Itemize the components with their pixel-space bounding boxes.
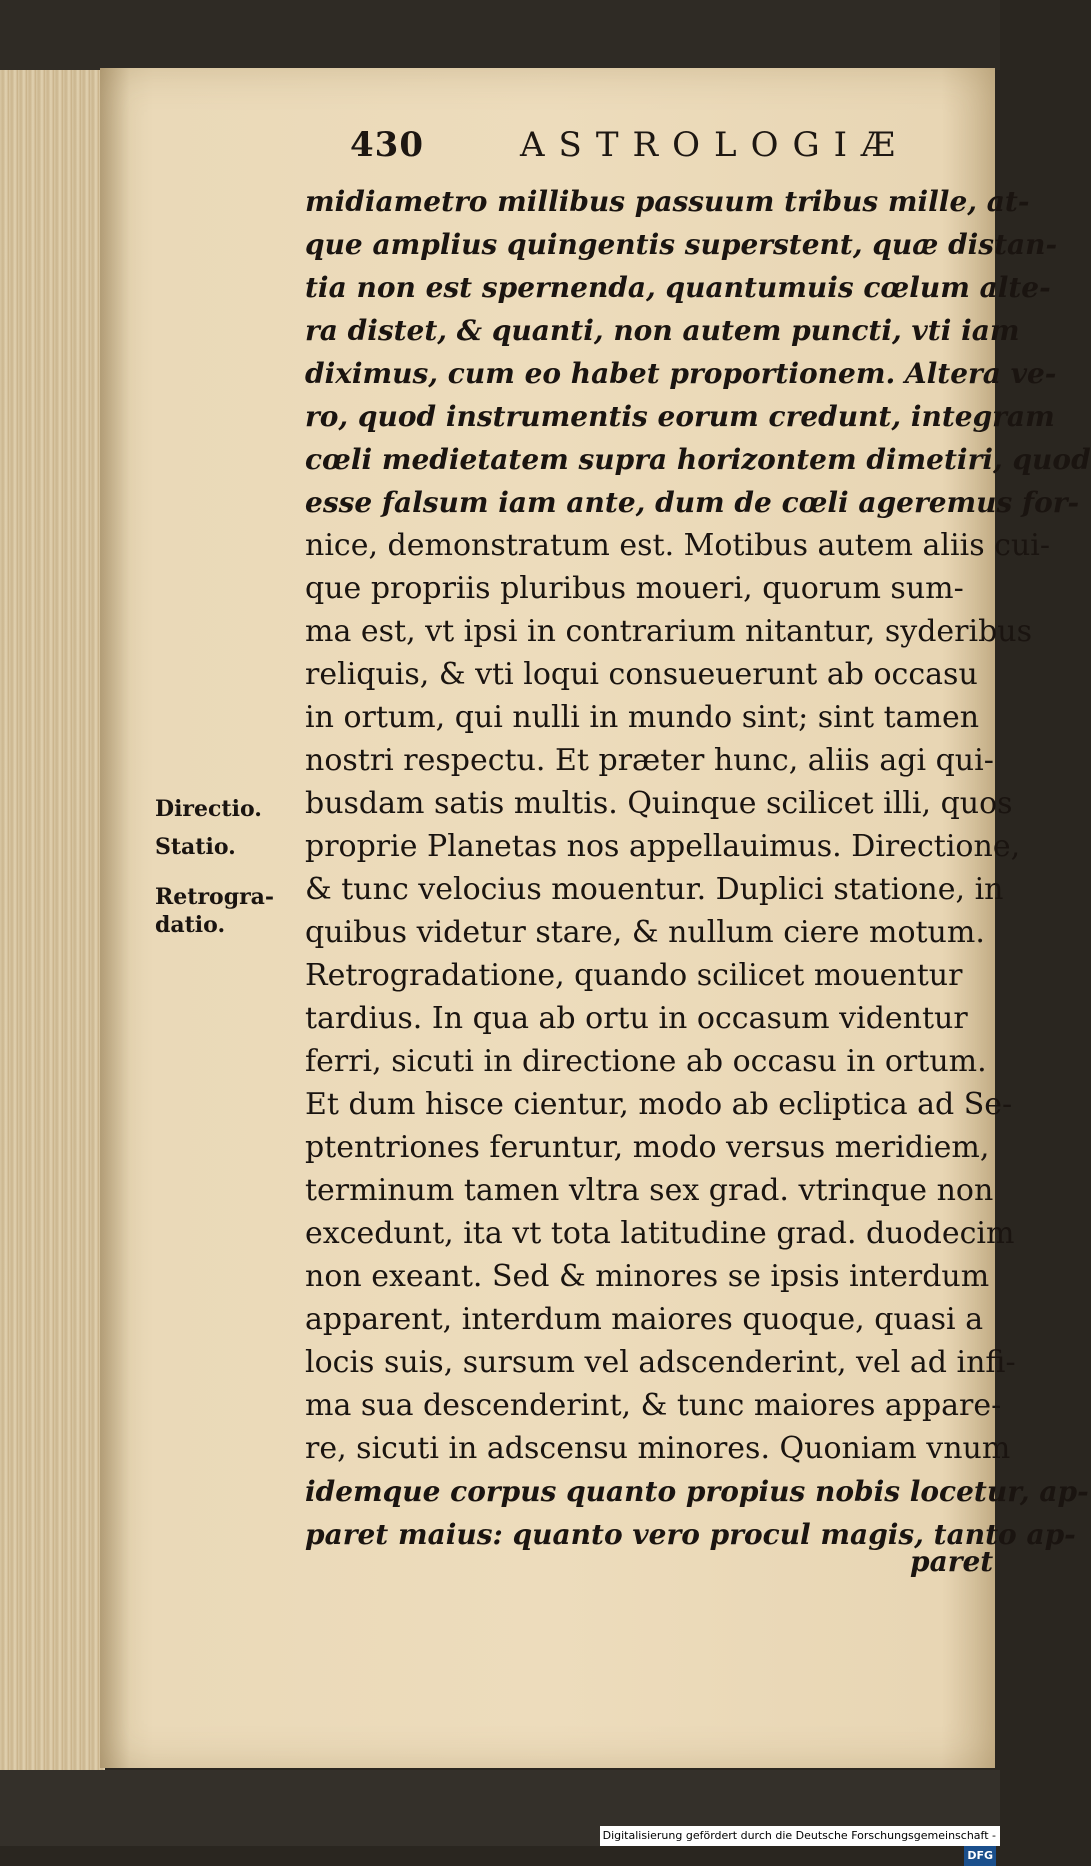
text-line: re, sicuti in adscensu minores. Quoniam vnum: [305, 1431, 1011, 1466]
text-line: nostri respectu. Et præter hunc, aliis agi qui-: [305, 743, 994, 778]
text-line: paret maius: quanto vero procul magis, tanto ap-: [305, 1518, 1076, 1551]
dfg-logo: DFG: [964, 1846, 996, 1866]
text-line: Et dum hisce cientur, modo ab ecliptica ad Se-: [305, 1087, 1013, 1122]
text-line: apparent, interdum maiores quoque, quasi a: [305, 1302, 984, 1337]
text-line: terminum tamen vltra sex grad. vtrinque non: [305, 1173, 994, 1208]
text-line: locis suis, sursum vel adscenderint, vel ad infi-: [305, 1345, 1016, 1380]
text-line: midiametro millibus passuum tribus mille, at-: [305, 185, 1030, 218]
text-line: que amplius quingentis superstent, quæ distan-: [305, 228, 1058, 261]
text-line: excedunt, ita vt tota latitudine grad. duodecim: [305, 1216, 1015, 1251]
text-line: busdam satis multis. Quinque scilicet illi, quos: [305, 786, 1013, 821]
text-line: que propriis pluribus moueri, quorum sum-: [305, 571, 964, 606]
margin-note-directio: Directio.: [155, 796, 262, 822]
spine-shadow: [100, 68, 130, 1768]
text-line: tia non est spernenda, quantumuis cœlum alte-: [305, 271, 1051, 304]
text-line: ra distet, & quanti, non autem puncti, vti iam: [305, 314, 1020, 347]
page-number: 430: [350, 125, 424, 165]
text-line: quibus videtur stare, & nullum ciere motum.: [305, 915, 985, 950]
page-stack-edge: [0, 70, 105, 1770]
margin-note-retrogradatio: Retrogra- datio.: [155, 884, 275, 938]
digitization-credit: [600, 1826, 1000, 1862]
margin-notes: [155, 795, 295, 939]
catchword: paret: [910, 1545, 994, 1578]
text-line: ferri, sicuti in directione ab occasu in ortum.: [305, 1044, 987, 1079]
text-line: proprie Planetas nos appellauimus. Directione,: [305, 829, 1021, 864]
page-header: [350, 125, 970, 175]
text-line: ro, quod instrumentis eorum credunt, integram: [305, 400, 1055, 433]
text-line: ma est, vt ipsi in contrarium nitantur, syderibus: [305, 614, 1033, 649]
text-line: non exeant. Sed & minores se ipsis interdum: [305, 1259, 990, 1294]
credit-text: Digitalisierung gefördert durch die Deutsche Forschungsgemeinschaft -: [602, 1829, 996, 1842]
text-line: diximus, cum eo habet proportionem. Altera ve-: [305, 357, 1057, 390]
text-line: idemque corpus quanto propius nobis locetur, ap-: [305, 1475, 1089, 1508]
text-line: ptentriones feruntur, modo versus meridiem,: [305, 1130, 990, 1165]
running-title: ASTROLOGIÆ: [520, 125, 910, 165]
text-line: esse falsum iam ante, dum de cœli ageremus for-: [305, 486, 1080, 519]
text-line: nice, demonstratum est. Motibus autem aliis cui-: [305, 528, 1050, 563]
text-line: ma sua descenderint, & tunc maiores appare-: [305, 1388, 1002, 1423]
text-line: Retrogradatione, quando scilicet mouentur: [305, 958, 963, 993]
margin-note-statio: Statio.: [155, 834, 236, 860]
body-text: [305, 180, 1091, 1556]
text-line: cœli medietatem supra horizontem dimetiri, quod: [305, 443, 1091, 476]
scan-background-top: [0, 0, 1000, 70]
text-line: & tunc velocius mouentur. Duplici statione, in: [305, 872, 1004, 907]
text-line: in ortum, qui nulli in mundo sint; sint tamen: [305, 700, 980, 735]
text-line: tardius. In qua ab ortu in occasum videntur: [305, 1001, 968, 1036]
text-line: reliquis, & vti loqui consueuerunt ab occasu: [305, 657, 978, 692]
